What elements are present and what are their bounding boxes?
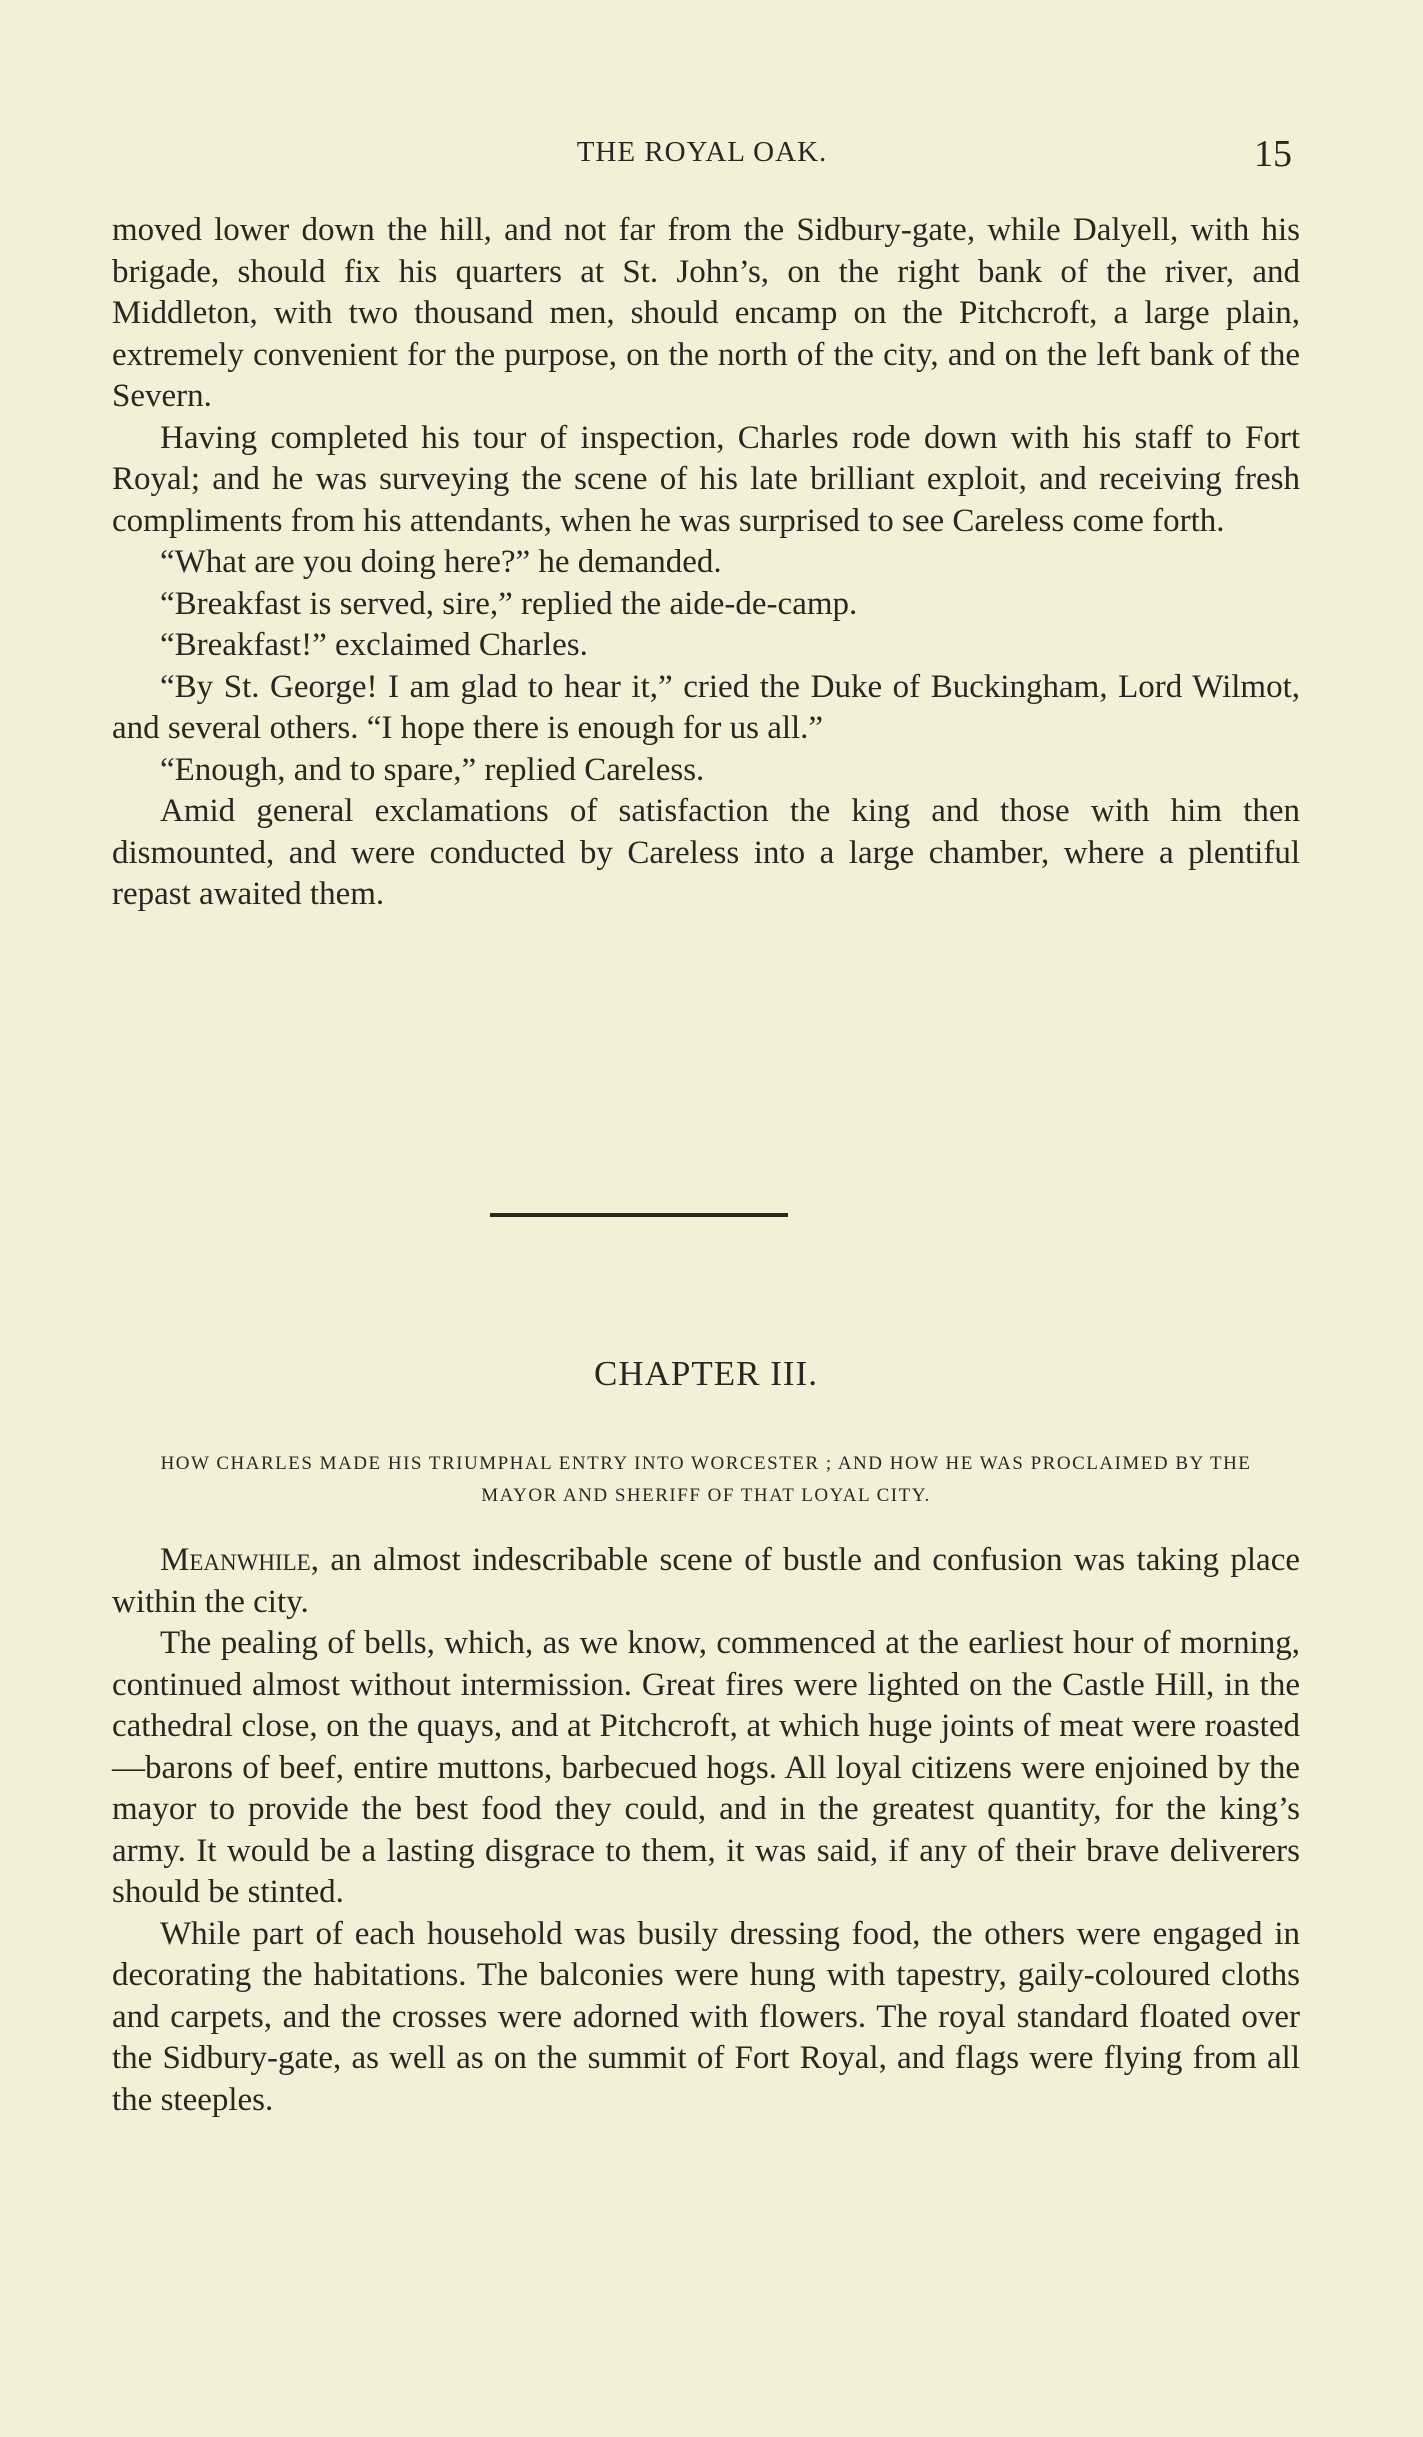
section-divider bbox=[490, 1213, 788, 1217]
paragraph: “What are you doing here?” he demanded. bbox=[160, 544, 722, 580]
page-number: 15 bbox=[1254, 133, 1292, 175]
paragraph: Amid general exclamations of satisfaction the king and those with him then dismounted, and were conducted by Careless into a large chamber, where a plentiful repast awaited them. bbox=[112, 793, 1300, 912]
running-head bbox=[112, 132, 1292, 175]
chapter-subtitle: HOW CHARLES MADE HIS TRIUMPHAL ENTRY INTO WORCESTER ; AND HOW HE WAS PROCLAIMED BY THE MAYOR AND SHERIFF OF THAT LOYAL CITY. bbox=[160, 1453, 1252, 1506]
paragraph: “Enough, and to spare,” replied Careless. bbox=[160, 751, 705, 788]
paragraph: Having completed his tour of inspection, Charles rode down with his staff to Fort Royal; and he was surveying the scene of his late brilliant exploit, and receiving fresh compliments from his attendants, when he was surprised to see Careless come forth. bbox=[112, 419, 1300, 539]
lead-word: Meanwhile bbox=[160, 1542, 311, 1578]
paragraph bbox=[112, 1540, 1300, 1623]
text-block-bottom bbox=[112, 1540, 1300, 2121]
running-title: THE ROYAL OAK. bbox=[576, 136, 828, 168]
paragraph-text: , an almost indescribable scene of bustle and confusion was taking place within the city. bbox=[112, 1542, 1300, 1620]
paragraph: “Breakfast is served, sire,” replied the aide-de-camp. bbox=[160, 585, 858, 622]
text-block-top bbox=[112, 210, 1300, 916]
paragraph: moved lower down the hill, and not far from the Sidbury-gate, while Dalyell, with his brigade, should fix his quarters at St. John’s, on the right bank of the river, and Middleton, with two thousand men, should encamp on the Pitchcroft, a large plain, extremely convenient for the purpose, on the north of the city, and on the left bank of the Severn. bbox=[112, 212, 1300, 414]
paragraph: “Breakfast!” exclaimed Charles. bbox=[160, 627, 588, 663]
chapter-title: CHAPTER III. bbox=[594, 1354, 818, 1393]
paragraph: The pealing of bells, which, as we know, commenced at the earliest hour of morning, continued almost without intermission. Great fires were lighted on the Castle Hill, in the cathedral close, on the quays, and at Pitchcroft, at which huge joints of meat were roasted—barons of beef, entire muttons, barbecued hogs. All loyal citizens were enjoined by the mayor to provide the best food they could, and in the greatest quantity, for the king’s army. It would be a lasting disgrace to them, it was said, if any of their brave deliverers should be stinted. bbox=[112, 1625, 1300, 1910]
paragraph: “By St. George! I am glad to hear it,” cried the Duke of Buckingham, Lord Wilmot, and several others. “I hope there is enough for us all.” bbox=[112, 668, 1300, 746]
paragraph: While part of each household was busily dressing food, the others were engaged in decorating the habitations. The balconies were hung with tapestry, gaily-coloured cloths and carpets, and the crosses were adorned with flowers. The royal standard floated over the Sidbury-gate, as well as on the summit of Fort Royal, and flags were flying from all the steeples. bbox=[112, 1915, 1300, 2118]
